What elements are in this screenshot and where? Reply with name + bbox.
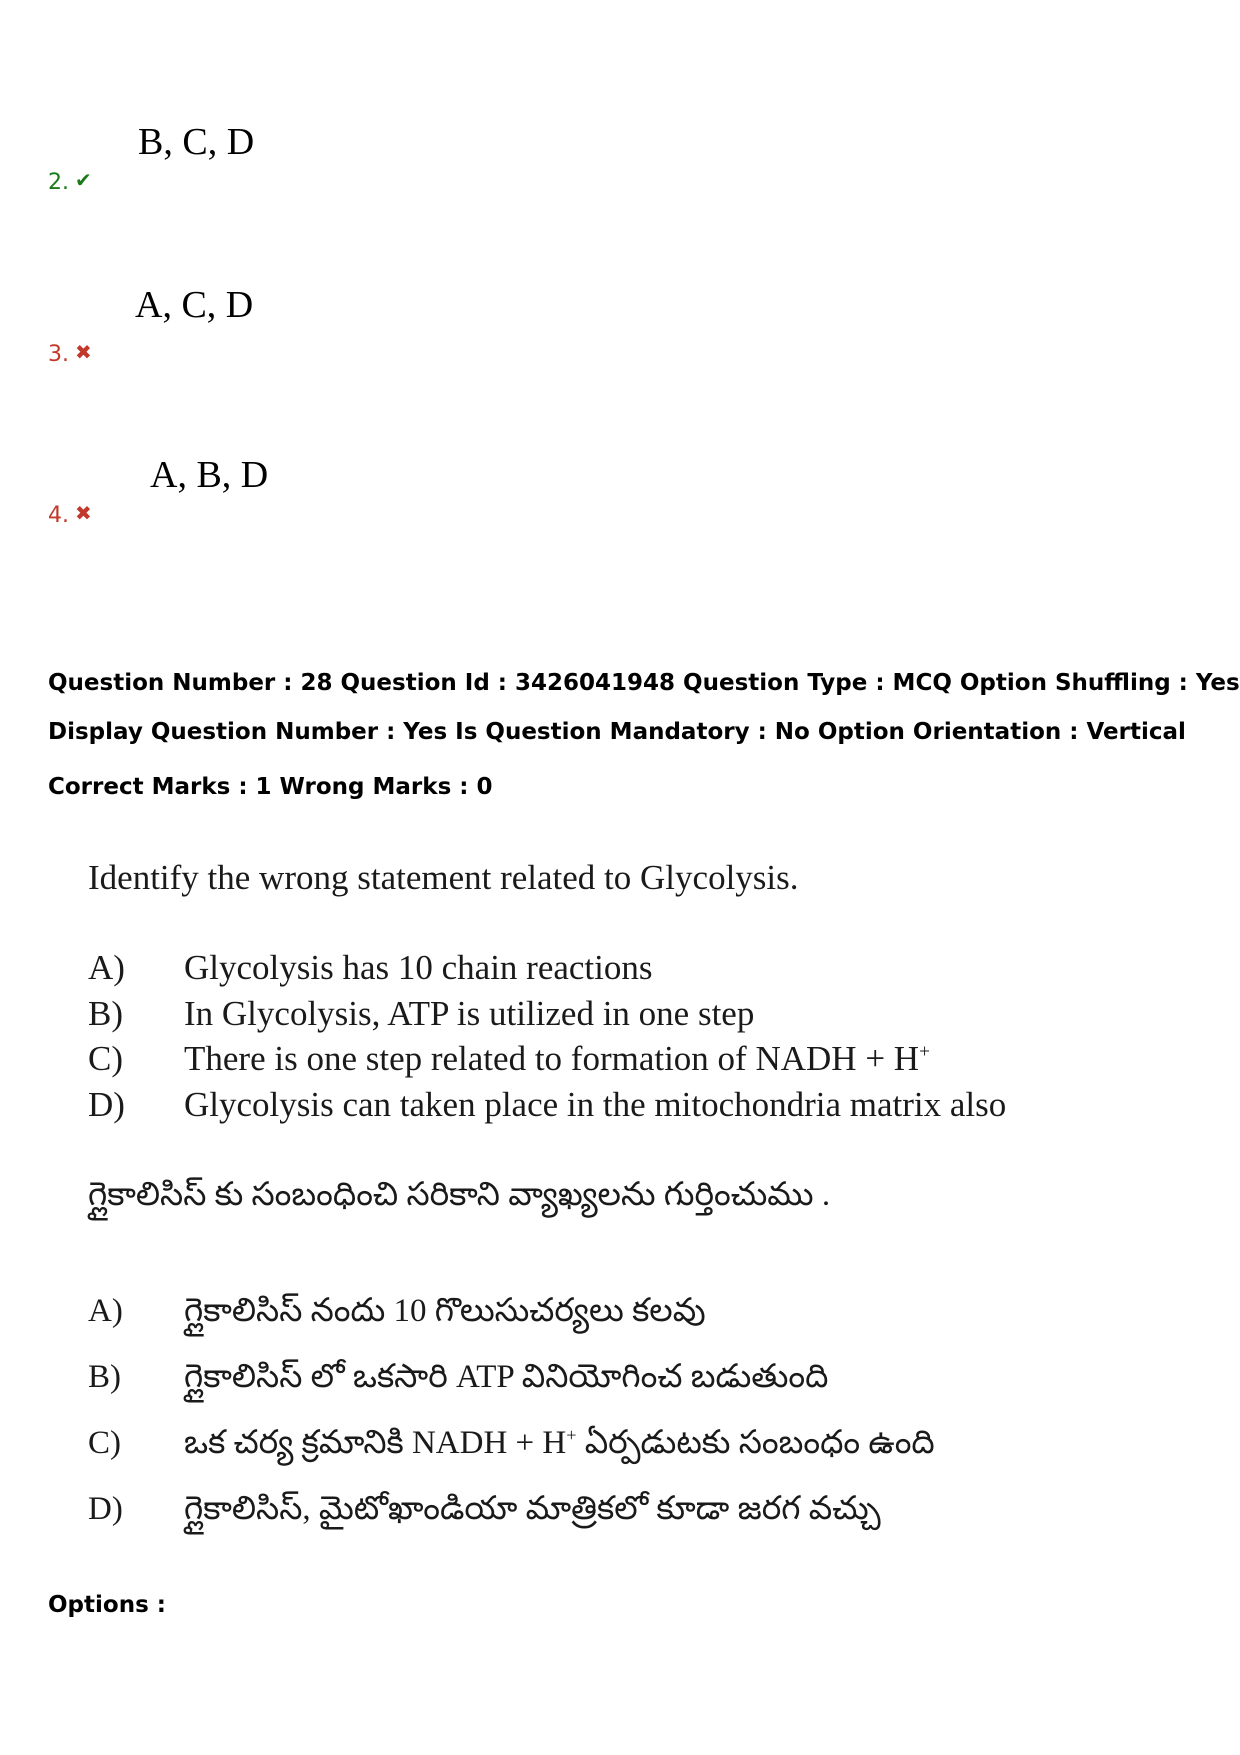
check-icon: ✔	[75, 168, 92, 192]
superscript-plus: +	[919, 1041, 930, 1063]
telugu-statement-d	[88, 1490, 881, 1535]
option-number-text: 4.	[48, 503, 69, 528]
statement-text: గ్లైకాలిసిస్ లో ఒకసారి ATP వినియోగించ బడుతుంది	[184, 1359, 829, 1395]
question-meta-line-2: Display Question Number : Yes Is Question Mandatory : No Option Orientation : Vertical	[48, 719, 1186, 745]
statement-a	[88, 948, 653, 988]
statement-text: There is one step related to formation of NADH + H	[184, 1039, 920, 1078]
telugu-statement-a	[88, 1292, 706, 1337]
statement-text-after: ఏర్పడుటకు సంబంధం ఉంది	[576, 1425, 935, 1461]
question-meta-line-3: Correct Marks : 1 Wrong Marks : 0	[48, 774, 493, 800]
statement-text: గ్లైకాలిసిస్ నందు 10 గొలుసుచర్యలు కలవు	[184, 1293, 706, 1329]
statement-text: గ్లైకాలిసిస్, మైటోఖాండియా మాత్రికలో కూడా జరగ వచ్చు	[184, 1491, 881, 1527]
statement-text: In Glycolysis, ATP is utilized in one step	[184, 994, 755, 1033]
statement-letter: B)	[88, 994, 123, 1033]
option-value: A, C, D	[135, 284, 254, 326]
option-number	[48, 168, 92, 195]
option-value: A, B, D	[150, 454, 269, 496]
statement-text: Glycolysis has 10 chain reactions	[184, 948, 653, 987]
statement-letter: A)	[88, 948, 125, 987]
statement-letter: C)	[88, 1039, 123, 1078]
statement-text: Glycolysis can taken place in the mitochondria matrix also	[184, 1085, 1007, 1124]
statement-d	[88, 1085, 1006, 1125]
question-meta-line-1: Question Number : 28 Question Id : 3426041948 Question Type : MCQ Option Shuffling : Yes	[48, 670, 1240, 696]
telugu-statement-c	[88, 1424, 935, 1469]
question-title: Identify the wrong statement related to Glycolysis.	[88, 858, 799, 897]
option-value: B, C, D	[138, 121, 255, 163]
option-number	[48, 501, 92, 528]
statement-letter: D)	[88, 1085, 125, 1124]
options-label: Options :	[48, 1592, 166, 1618]
cross-icon: ✖	[75, 501, 92, 525]
statement-text: ఒక చర్య క్రమానికి NADH + H	[184, 1425, 567, 1461]
cross-icon: ✖	[75, 340, 92, 364]
statement-letter: D)	[88, 1491, 123, 1527]
statement-c	[88, 1039, 930, 1079]
superscript-plus: +	[566, 1425, 577, 1445]
telugu-question-title: గ్లైకాలిసిస్ కు సంబంధించి సరికాని వ్యాఖ్యలను గుర్తించుము .	[88, 1177, 831, 1213]
statement-letter: B)	[88, 1359, 121, 1395]
option-number	[48, 340, 92, 367]
statement-letter: A)	[88, 1293, 123, 1329]
option-number-text: 3.	[48, 342, 69, 367]
option-number-text: 2.	[48, 170, 69, 195]
telugu-statement-b	[88, 1358, 828, 1403]
statement-b	[88, 994, 754, 1034]
statement-letter: C)	[88, 1425, 121, 1461]
